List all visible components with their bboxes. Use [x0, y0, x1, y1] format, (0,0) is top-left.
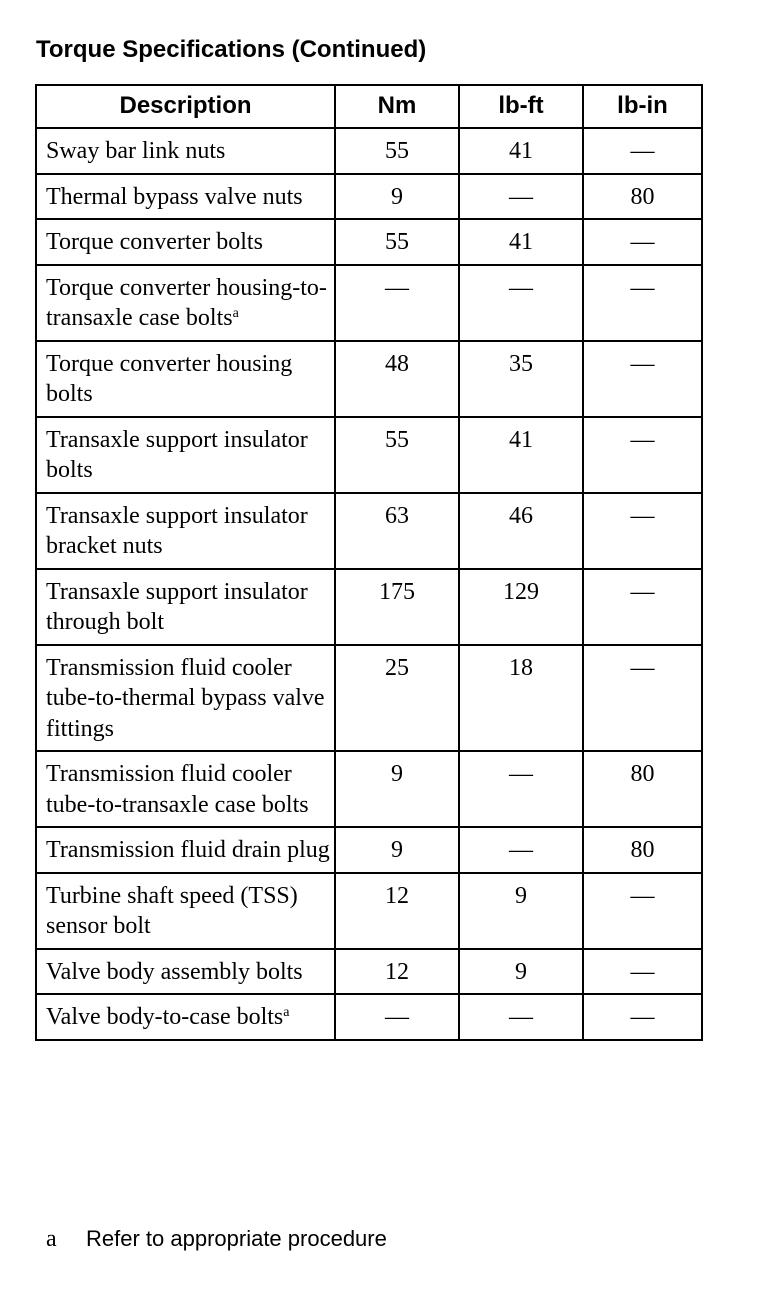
description-text: Torque converter bolts: [46, 229, 263, 255]
nm-cell: 175: [335, 569, 459, 645]
nm-cell: 9: [335, 174, 459, 220]
description-cell: [36, 569, 335, 645]
description-text: Transaxle support insulator bracket nuts: [46, 502, 308, 559]
description-cell: [36, 645, 335, 752]
nm-cell: 55: [335, 128, 459, 174]
lb-ft-cell: 129: [459, 569, 583, 645]
footnote-reference: a: [232, 306, 239, 321]
description-text: Valve body assembly bolts: [46, 958, 303, 985]
nm-cell: 48: [335, 341, 459, 417]
nm-cell: —: [335, 265, 459, 341]
description-cell: [36, 219, 335, 265]
description-cell: [36, 417, 335, 493]
lb-in-cell: —: [583, 417, 702, 493]
lb-in-cell: 80: [583, 174, 702, 220]
table-row: [36, 873, 702, 949]
table-row: [36, 128, 702, 174]
header-lb-ft: lb-ft: [459, 85, 583, 128]
nm-cell: 12: [335, 873, 459, 949]
nm-cell: 9: [335, 751, 459, 827]
lb-in-cell: —: [583, 873, 702, 949]
description-cell: [36, 265, 335, 341]
table-row: [36, 174, 702, 220]
lb-ft-cell: 41: [459, 219, 583, 265]
description-cell: [36, 827, 335, 873]
description-cell: [36, 128, 335, 174]
lb-ft-cell: 46: [459, 493, 583, 569]
nm-cell: 55: [335, 417, 459, 493]
lb-ft-cell: —: [459, 827, 583, 873]
description-cell: [36, 751, 335, 827]
table-row: [36, 645, 702, 752]
table-row: [36, 417, 702, 493]
description-cell: [36, 994, 335, 1040]
table-row: [36, 994, 702, 1040]
nm-cell: 12: [335, 949, 459, 995]
lb-in-cell: —: [583, 645, 702, 752]
header-description: Description: [36, 85, 335, 128]
lb-in-cell: —: [583, 341, 702, 417]
lb-ft-cell: —: [459, 174, 583, 220]
lb-ft-cell: 41: [459, 128, 583, 174]
table-row: [36, 827, 702, 873]
description-cell: [36, 493, 335, 569]
lb-ft-cell: —: [459, 994, 583, 1040]
table-row: [36, 219, 702, 265]
lb-ft-cell: 41: [459, 417, 583, 493]
header-nm: Nm: [335, 85, 459, 128]
description-cell: [36, 174, 335, 220]
lb-in-cell: —: [583, 493, 702, 569]
description-text: Torque converter housing bolts: [46, 350, 293, 407]
nm-cell: 55: [335, 219, 459, 265]
lb-in-cell: 80: [583, 827, 702, 873]
description-cell: [36, 873, 335, 949]
table-row: [36, 493, 702, 569]
table-row: [36, 265, 702, 341]
table-row: [36, 569, 702, 645]
nm-cell: 63: [335, 493, 459, 569]
lb-in-cell: —: [583, 569, 702, 645]
nm-cell: —: [335, 994, 459, 1040]
description-text: Transaxle support insulator through bolt: [46, 578, 308, 635]
nm-cell: 25: [335, 645, 459, 752]
description-cell: [36, 949, 335, 995]
description-text: Turbine shaft speed (TSS) sensor bolt: [46, 882, 298, 939]
description-text: Sway bar link nuts: [46, 138, 226, 164]
table-row: [36, 341, 702, 417]
description-text: Transmission fluid drain plug: [46, 837, 330, 863]
description-text: Transmission fluid cooler tube-to-transaxle case bolts: [46, 761, 309, 818]
lb-ft-cell: 9: [459, 949, 583, 995]
table-body: [36, 128, 702, 1040]
footnote: [46, 1226, 387, 1253]
lb-ft-cell: 18: [459, 645, 583, 752]
header-row: [36, 85, 702, 128]
lb-ft-cell: —: [459, 265, 583, 341]
lb-in-cell: 80: [583, 751, 702, 827]
lb-in-cell: —: [583, 265, 702, 341]
description-cell: [36, 341, 335, 417]
footnote-marker: a: [46, 1226, 57, 1252]
lb-ft-cell: —: [459, 751, 583, 827]
table-row: [36, 751, 702, 827]
lb-in-cell: —: [583, 949, 702, 995]
lb-ft-cell: 9: [459, 873, 583, 949]
table-row: [36, 949, 702, 995]
description-text: Transaxle support insulator bolts: [46, 426, 308, 483]
nm-cell: 9: [335, 827, 459, 873]
description-text: Torque converter housing-to-transaxle case bolts: [46, 274, 327, 331]
header-lb-in: lb-in: [583, 85, 702, 128]
description-text: Thermal bypass valve nuts: [46, 183, 303, 210]
page-title: Torque Specifications (Continued): [36, 36, 427, 63]
description-text: Transmission fluid cooler tube-to-thermal bypass valve fittings: [46, 654, 325, 742]
footnote-reference: a: [283, 1005, 290, 1020]
torque-spec-table: [35, 84, 703, 1041]
description-text: Valve body-to-case bolts: [46, 1004, 284, 1030]
footnote-text: Refer to appropriate procedure: [86, 1226, 387, 1251]
lb-in-cell: —: [583, 994, 702, 1040]
lb-in-cell: —: [583, 219, 702, 265]
lb-ft-cell: 35: [459, 341, 583, 417]
lb-in-cell: —: [583, 128, 702, 174]
